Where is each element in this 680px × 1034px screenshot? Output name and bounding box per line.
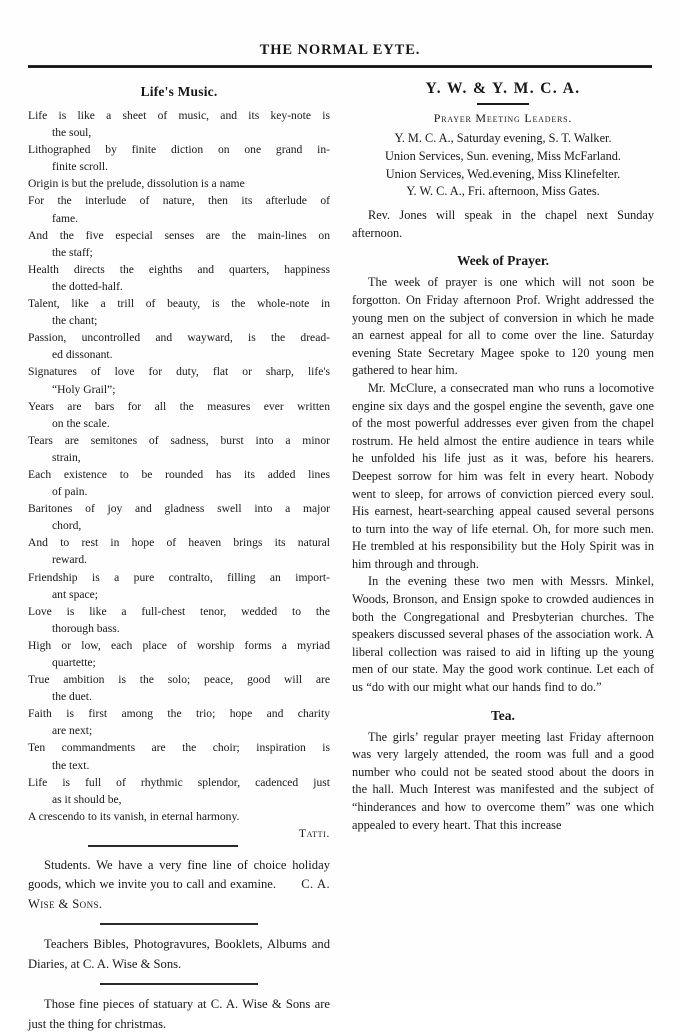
poem-line-continuation: ed dissonant. — [52, 348, 113, 362]
poem-line: And the five especial senses are the main-lines on — [28, 228, 330, 242]
advertisement-text: Those fine pieces of statuary at C. A. Wise & Sons are just the thing for christmas. — [28, 997, 330, 1031]
poem-body — [28, 107, 330, 825]
page-columns — [0, 78, 680, 1034]
prayer-meeting-leader-entry: Union Services, Wed.evening, Miss Klinefelter. — [385, 166, 621, 181]
poem-line-continuation: finite scroll. — [52, 160, 109, 174]
prayer-meeting-leaders-list — [352, 130, 654, 201]
poem-line: True ambition is the solo; peace, good will are — [28, 673, 330, 687]
poem-line-continuation: the text. — [52, 758, 90, 772]
poem-line-continuation: ant space; — [52, 587, 99, 601]
poem-line-continuation: of pain. — [52, 485, 88, 499]
poem-line: Life is like a sheet of music, and its key-note is — [28, 109, 330, 122]
poem-line-continuation: on the scale. — [52, 416, 110, 430]
poem-line-continuation: thorough bass. — [52, 621, 120, 635]
week-of-prayer-paragraph: In the evening these two men with Messrs. Minkel, Woods, Bronson, and Ensign spoke to crowded audiences in both the Congregational and Presbyterian churches. The speakers discussed several phases of the association work. A liberal collection was raised to aid in lifting up the young men of our state. May the good work continue. Let each of us “do with our might what our hands find to do.” — [352, 574, 654, 695]
poem-line-continuation: fame. — [52, 211, 79, 225]
masthead-divider — [28, 65, 652, 68]
prayer-meeting-leader-entry: Y. W. C. A., Fri. afternoon, Miss Gates. — [406, 184, 600, 199]
advertisements — [28, 856, 330, 1034]
poem-title: Life's Music. — [140, 84, 218, 99]
tea-heading: Tea. — [491, 707, 515, 723]
week-of-prayer-paragraph: Mr. McClure, a consecrated man who runs a locomotive engine six days and the gospel engine the seventh, gave one of the most powerful addresses ever given from the chapel rostrum. He held almost the entire audience in tears while he unfolded his life just as it was, before his hearers. Deepest sorrow for him was felt in every heart. Nobody went to sleep, for arrows of conviction pierced every soul. His earnest, heart-searching appeal caused several persons to turn into the way of life eternal. Oh, for more such men. He trembled at his responsibility but the Holy Spirit was in him through and through. — [352, 380, 654, 571]
poem-line-continuation: reward. — [52, 553, 88, 567]
ywca-ymca-heading: Y. W. & Y. M. C. A. — [425, 80, 581, 97]
poem-line-continuation: strain, — [52, 450, 81, 464]
poem-line-continuation: the dotted-half. — [52, 279, 123, 293]
poem-line: Years are bars for all the measures ever written — [28, 399, 330, 413]
chapel-notice: Rev. Jones will speak in the chapel next Sunday afternoon. — [352, 208, 654, 240]
tea-body — [352, 729, 654, 835]
poem-line-continuation: the soul, — [52, 126, 92, 140]
poem-line-continuation: quartette; — [52, 656, 96, 669]
poem-line: Each existence to be rounded has its added lines — [28, 467, 330, 481]
poem-line: Faith is first among the trio; hope and charity — [28, 707, 330, 721]
week-of-prayer-heading: Week of Prayer. — [456, 253, 550, 269]
masthead-title: THE NORMAL EYTE. — [259, 42, 421, 58]
poem-line: Passion, uncontrolled and wayward, is the dread- — [28, 331, 330, 345]
poem-attribution: Tatti. — [298, 825, 330, 840]
left-column — [28, 78, 330, 1034]
week-of-prayer-paragraph: The week of prayer is one which will not soon be forgotton. On Friday afternoon Prof. Wright addressed the young men on the subject of conversion in which he made an earnest appeal for all to come over the line. Saturday evening State Secretary Magee spoke to 120 young men gathered to hear him. — [352, 275, 654, 378]
poem-line-continuation: the duet. — [52, 690, 92, 704]
poem-line-continuation: are next; — [52, 724, 93, 738]
poem-line: For the interlude of nature, then its afterlude of — [28, 194, 330, 208]
prayer-meeting-leader-entry: Y. M. C. A., Saturday evening, S. T. Walker. — [394, 131, 612, 145]
week-of-prayer-body — [352, 274, 654, 696]
poem-line-continuation: the staff; — [52, 245, 93, 259]
poem-line: Talent, like a trill of beauty, is the whole-note in — [28, 297, 330, 311]
poem-line: A crescendo to its vanish, in eternal harmony. — [28, 809, 240, 823]
advertisement-divider — [100, 923, 258, 925]
poem-line: Life is full of rhythmic splendor, cadenced just — [28, 775, 330, 789]
poem-line: And to rest in hope of heaven brings its natural — [28, 536, 330, 550]
advertisement-divider — [100, 983, 258, 985]
prayer-meeting-leaders-subtitle: Prayer Meeting Leaders. — [433, 111, 573, 125]
poem-line: Lithographed by finite diction on one grand in- — [28, 143, 330, 157]
poem-line-continuation: the chant; — [52, 314, 98, 328]
tea-paragraph: The girls’ regular prayer meeting last Friday afternoon was very largely attended, the room was full and a good number who could not be seated stood about the doors in the hall. Much Interest was manifested and the subject of “hinderances and how to overcome them” was one which appealed to every heart. That this increase — [352, 729, 654, 832]
advertisement-text: Teachers Bibles, Photogravures, Booklets, Albums and Diaries, at C. A. Wise & Sons. — [28, 937, 330, 971]
poem-line: Signatures of love for duty, flat or sharp, life's — [28, 365, 330, 379]
advertisement-text: Students. We have a very fine line of choice holiday goods, which we invite you to call and examine. C. A. Wise & Sons. — [28, 857, 331, 911]
heading-divider — [477, 103, 529, 105]
poem-line: High or low, each place of worship forms a myriad — [28, 638, 330, 652]
poem-line: Baritones of joy and gladness swell into a major — [28, 502, 330, 516]
right-column — [352, 78, 654, 1034]
prayer-meeting-leader-entry: Union Services, Sun. evening, Miss McFarland. — [384, 148, 621, 163]
poem-line-continuation: as it should be, — [52, 792, 122, 806]
poem-line-continuation: “Holy Grail”; — [52, 382, 116, 396]
poem-line: Ten commandments are the choir; inspiration is — [28, 741, 330, 755]
advertiser-signature: C. A. Wise & Sons. — [28, 877, 331, 911]
poem-line: Origin is but the prelude, dissolution is a name — [28, 177, 245, 191]
poem-line: Tears are semitones of sadness, burst into a minor — [28, 433, 330, 447]
poem-line: Friendship is a pure contralto, filling an import- — [28, 570, 330, 584]
poem-line: Health directs the eighths and quarters, happiness — [28, 262, 330, 276]
attribution-divider — [88, 845, 238, 847]
poem-line-continuation: chord, — [52, 519, 82, 533]
poem-line: Love is like a full-chest tenor, wedded to the — [28, 604, 330, 618]
